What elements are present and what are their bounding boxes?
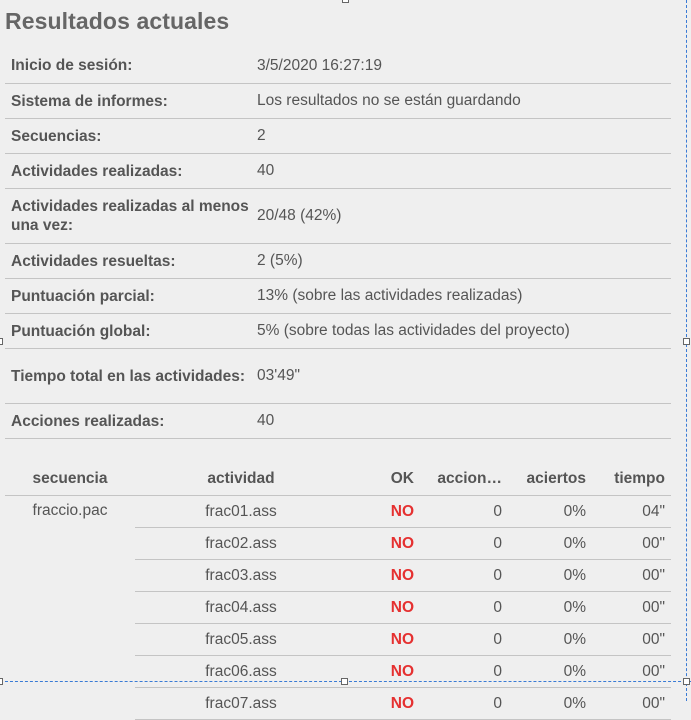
sequence-cell: fraccio.pac (32, 502, 108, 519)
table-row (135, 656, 671, 688)
time-value: 00" (642, 534, 665, 552)
summary-table (5, 48, 671, 439)
summary-label: Puntuación global: (11, 322, 151, 340)
summary-value: 5% (sobre todas las actividades del proyecto) (257, 322, 570, 339)
actions-count: 0 (493, 630, 502, 648)
summary-row-partial-score (5, 279, 671, 314)
ok-status: NO (390, 630, 414, 648)
summary-value: Los resultados no se están guardando (257, 92, 521, 109)
summary-label: Sistema de informes: (11, 92, 168, 110)
ok-status: NO (390, 662, 414, 680)
hits-percent: 0% (563, 534, 586, 552)
ok-status: NO (390, 694, 414, 712)
activity-name: frac06.ass (205, 662, 277, 680)
header-ok: OK (390, 470, 414, 487)
table-row (135, 592, 671, 624)
summary-value: 2 (5%) (257, 252, 303, 269)
activity-name: frac05.ass (205, 630, 277, 648)
resize-handle-bottom-right[interactable] (683, 678, 690, 685)
summary-value: 13% (sobre las actividades realizadas) (257, 287, 523, 304)
actions-count: 0 (493, 694, 502, 712)
table-row (135, 624, 671, 656)
hits-percent: 0% (563, 662, 586, 680)
hits-percent: 0% (563, 694, 586, 712)
activity-name: frac03.ass (205, 566, 277, 584)
summary-row-actions (5, 404, 671, 439)
time-value: 00" (642, 566, 665, 584)
activity-name: frac02.ass (205, 534, 277, 552)
summary-row-global-score (5, 314, 671, 349)
table-row (135, 528, 671, 560)
header-time: tiempo (614, 470, 665, 487)
time-value: 00" (642, 598, 665, 616)
activity-rows (135, 496, 671, 720)
summary-row-activities-solved (5, 244, 671, 279)
summary-row-total-time (5, 349, 671, 404)
resize-handle-top[interactable] (342, 0, 349, 3)
ok-status: NO (390, 598, 414, 616)
time-value: 00" (642, 662, 665, 680)
table-row (135, 688, 671, 720)
time-value: 04" (642, 502, 665, 520)
summary-label: Actividades resueltas: (11, 252, 176, 270)
summary-value: 2 (257, 127, 266, 144)
header-actions: accion… (437, 470, 502, 487)
time-value: 00" (642, 630, 665, 648)
time-value: 00" (642, 694, 665, 712)
summary-value: 03'49" (257, 367, 300, 384)
summary-label: Puntuación parcial: (11, 287, 155, 305)
page-title: Resultados actuales (5, 8, 230, 34)
hits-percent: 0% (563, 566, 586, 584)
resize-handle-bottom-left[interactable] (0, 678, 3, 685)
summary-label: Actividades realizadas: (11, 162, 183, 180)
activities-header-row (5, 463, 671, 496)
summary-value: 40 (257, 412, 275, 429)
hits-percent: 0% (563, 502, 586, 520)
table-row (135, 496, 671, 528)
selection-frame-right (686, 0, 687, 701)
header-sequence: secuencia (32, 470, 108, 487)
summary-label: Secuencias: (11, 127, 102, 145)
actions-count: 0 (493, 534, 502, 552)
summary-value: 20/48 (42%) (257, 207, 342, 224)
activity-name: frac01.ass (205, 502, 277, 520)
summary-value: 3/5/2020 16:27:19 (257, 56, 382, 74)
actions-count: 0 (493, 598, 502, 616)
summary-label: Actividades realizadas al menos una vez: (11, 198, 249, 234)
table-row (135, 560, 671, 592)
summary-label: Acciones realizadas: (11, 412, 165, 430)
header-hits: aciertos (526, 470, 586, 487)
summary-row-activities-once (5, 189, 671, 244)
ok-status: NO (390, 534, 414, 552)
header-activity: actividad (207, 470, 275, 487)
summary-row-sequences (5, 119, 671, 154)
summary-row-session-start (5, 48, 671, 84)
activity-name: frac04.ass (205, 598, 277, 616)
summary-row-activities-done (5, 154, 671, 189)
ok-status: NO (390, 566, 414, 584)
hits-percent: 0% (563, 630, 586, 648)
summary-value: 40 (257, 162, 275, 179)
summary-label: Tiempo total en las actividades: (11, 367, 246, 385)
resize-handle-left[interactable] (0, 338, 3, 345)
actions-count: 0 (493, 662, 502, 680)
activity-name: frac07.ass (205, 694, 277, 712)
resize-handle-bottom[interactable] (341, 678, 348, 685)
resize-handle-right[interactable] (683, 338, 690, 345)
summary-row-report-system (5, 84, 671, 119)
hits-percent: 0% (563, 598, 586, 616)
ok-status: NO (390, 502, 414, 520)
actions-count: 0 (493, 566, 502, 584)
summary-label: Inicio de sesión: (11, 57, 133, 74)
actions-count: 0 (493, 502, 502, 520)
